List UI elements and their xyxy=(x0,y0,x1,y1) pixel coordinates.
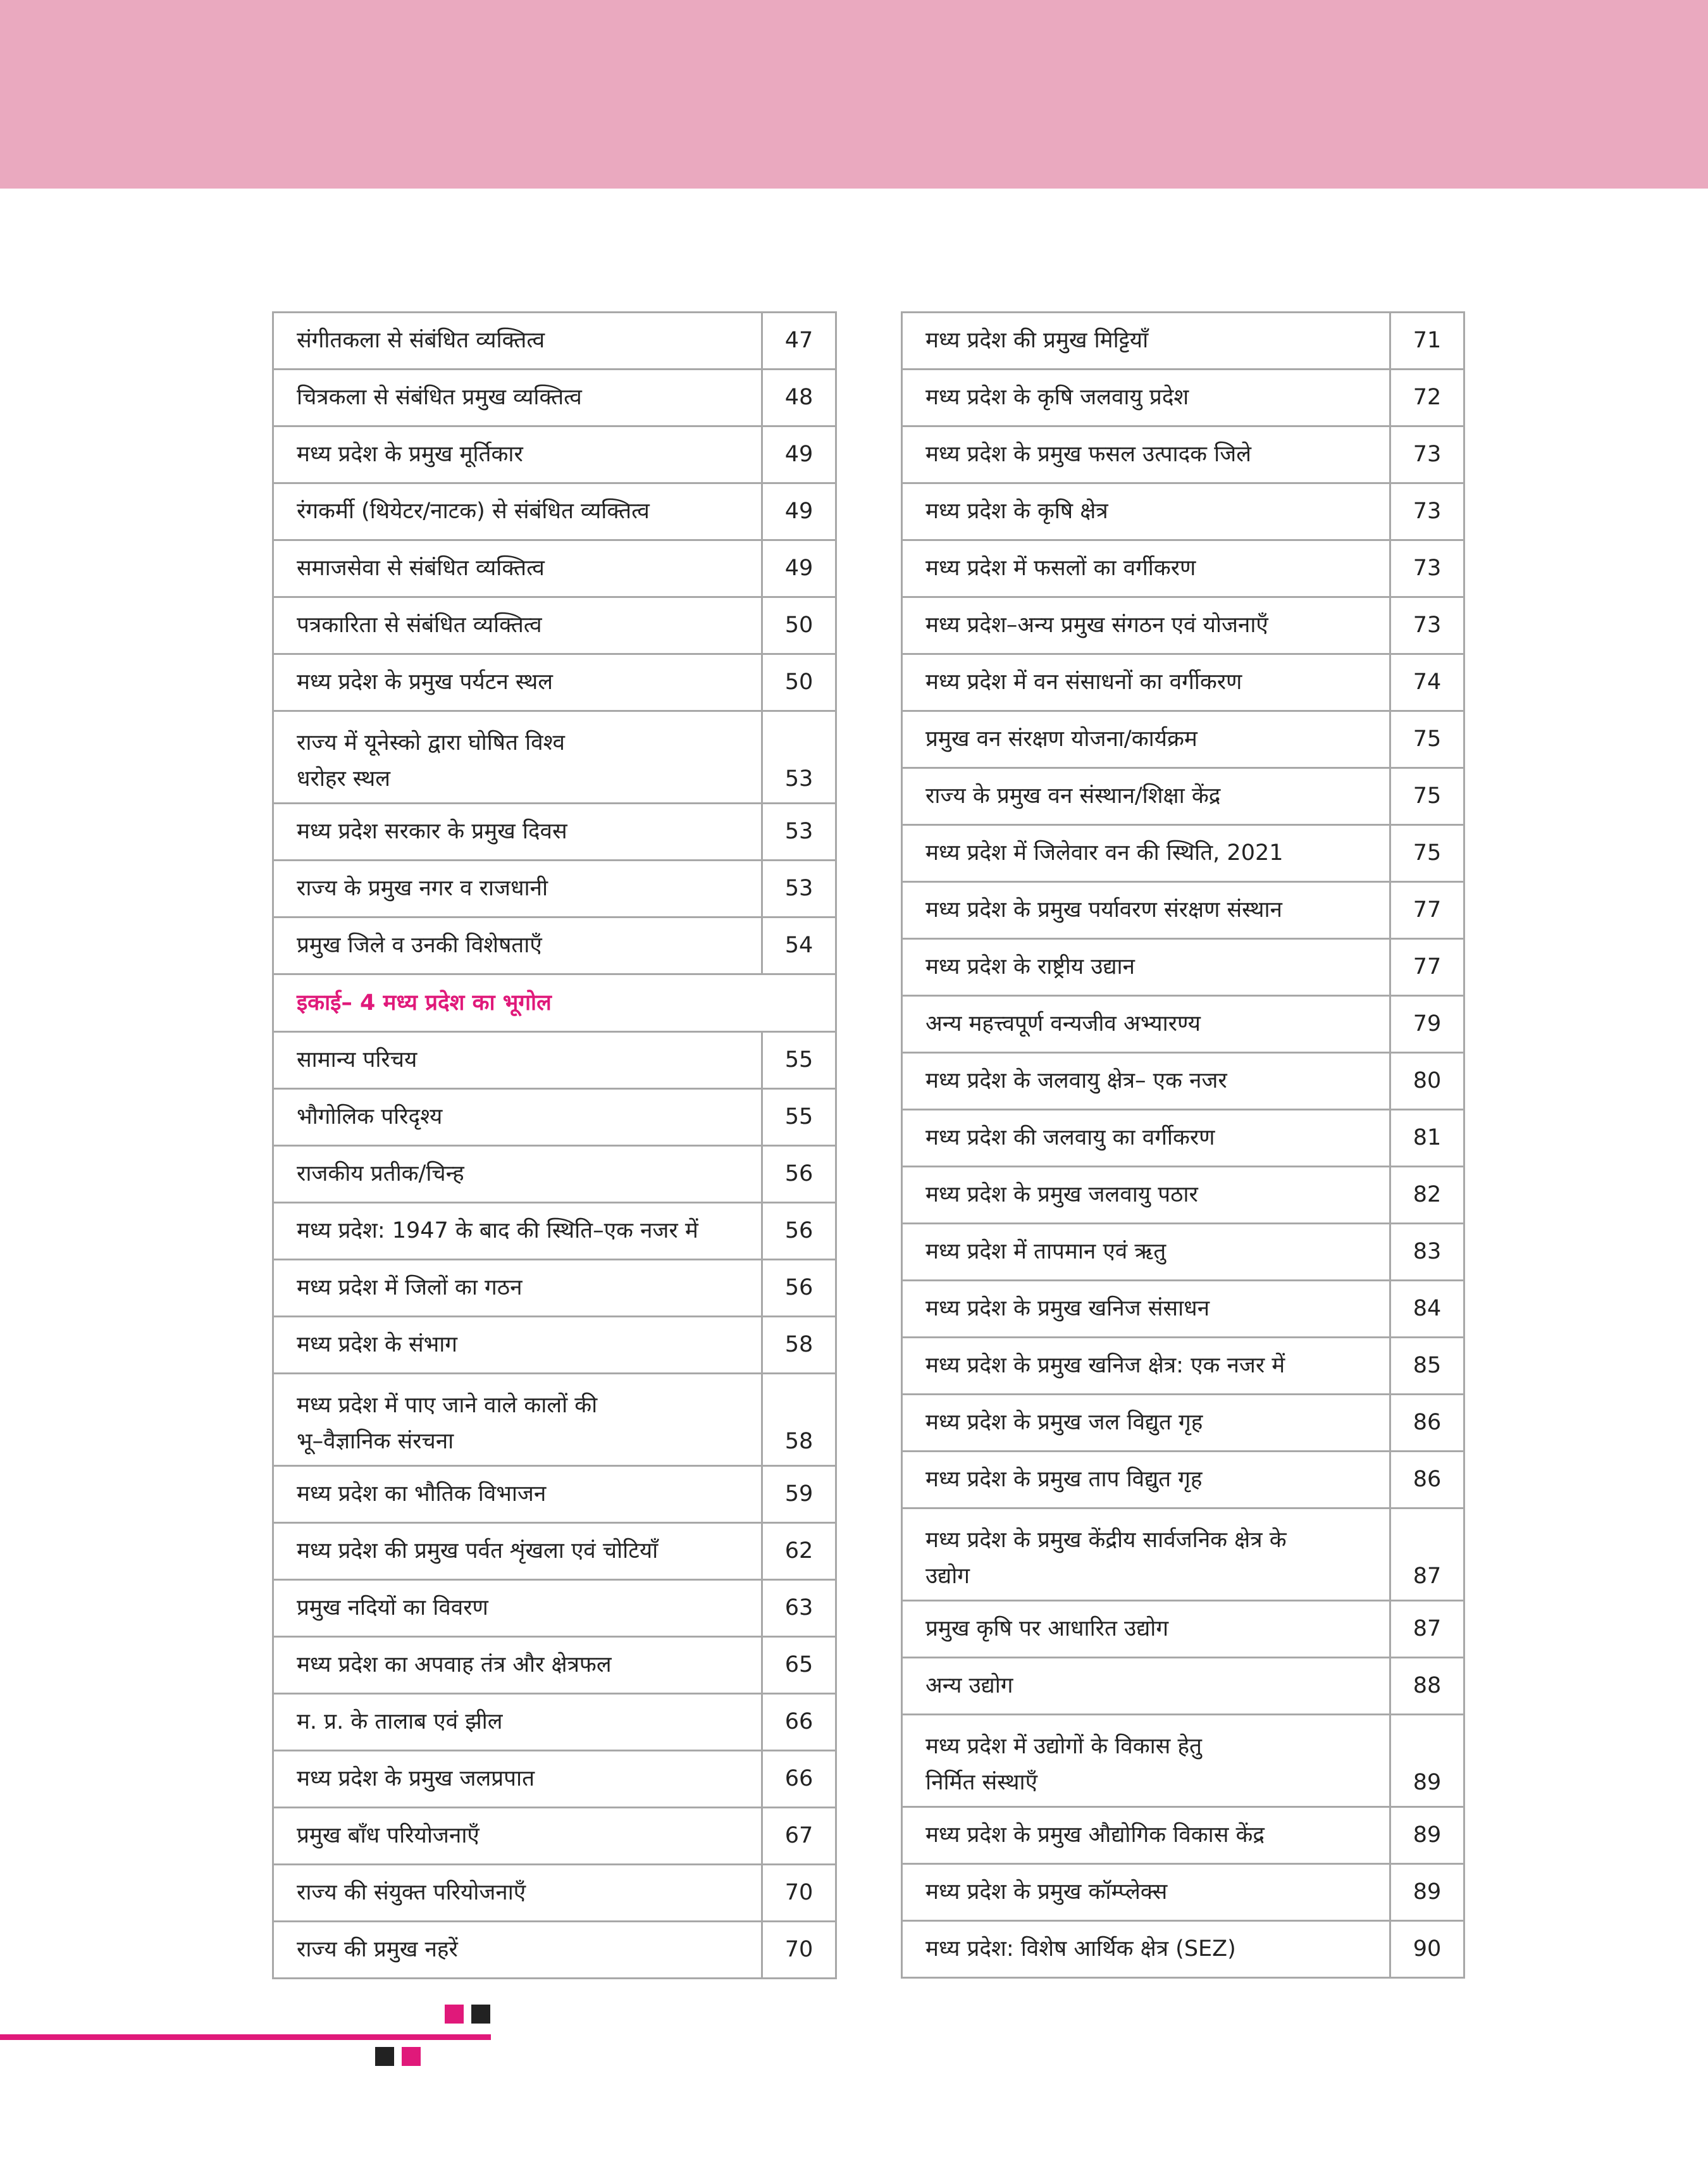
toc-entry-page-number: 67 xyxy=(762,1808,836,1865)
toc-entry-page-number: 82 xyxy=(1390,1167,1464,1224)
toc-entry-page-number: 56 xyxy=(762,1203,836,1260)
toc-entry-title-line: चित्रकला से संबंधित प्रमुख व्यक्तित्व xyxy=(297,385,582,410)
toc-row xyxy=(902,825,1464,882)
toc-row xyxy=(273,1203,836,1260)
toc-entry-title xyxy=(902,597,1390,654)
toc-entry-title xyxy=(273,1865,762,1922)
toc-entry-page-number: 75 xyxy=(1390,768,1464,825)
toc-entry-page-number: 89 xyxy=(1390,1807,1464,1864)
toc-row xyxy=(902,1053,1464,1110)
toc-row xyxy=(902,1921,1464,1978)
toc-entry-title xyxy=(273,861,762,917)
toc-entry-title xyxy=(902,711,1390,768)
toc-entry-title-line: मध्य प्रदेश की प्रमुख मिट्टियाँ xyxy=(925,328,1149,353)
toc-row xyxy=(902,1338,1464,1395)
toc-entry-title xyxy=(273,1751,762,1808)
toc-entry-page-number: 48 xyxy=(762,370,836,426)
toc-right-column xyxy=(901,311,1465,1979)
toc-row xyxy=(902,540,1464,597)
toc-entry-title-line: मध्य प्रदेश में उद्योगों के विकास हेतु xyxy=(925,1734,1202,1759)
toc-entry-page-number: 73 xyxy=(1390,426,1464,483)
toc-entry-page-number: 49 xyxy=(762,540,836,597)
toc-entry-page-number: 81 xyxy=(1390,1110,1464,1167)
toc-entry-page-number: 77 xyxy=(1390,939,1464,996)
toc-entry-title xyxy=(902,313,1390,370)
toc-row xyxy=(273,1751,836,1808)
toc-entry-page-number: 89 xyxy=(1390,1715,1464,1807)
toc-row xyxy=(273,1865,836,1922)
toc-entry-title-line: मध्य प्रदेश के कृषि क्षेत्र xyxy=(925,499,1108,524)
toc-entry-title-line: मध्य प्रदेश के जलवायु क्षेत्र– एक नजर xyxy=(925,1068,1227,1093)
toc-entry-page-number: 66 xyxy=(762,1751,836,1808)
toc-row xyxy=(902,1167,1464,1224)
toc-entry-title-line: प्रमुख नदियों का विवरण xyxy=(297,1595,488,1620)
toc-row xyxy=(273,711,836,804)
toc-entry-page-number: 50 xyxy=(762,654,836,711)
toc-entry-title-line: मध्य प्रदेश: विशेष आर्थिक क्षेत्र (SEZ) xyxy=(925,1936,1236,1962)
toc-entry-title-line: संगीतकला से संबंधित व्यक्तित्व xyxy=(297,328,545,353)
toc-row xyxy=(273,483,836,540)
header-band xyxy=(0,0,1708,189)
toc-row xyxy=(902,313,1464,370)
toc-row xyxy=(902,1508,1464,1601)
toc-entry-title-line: धरोहर स्थल xyxy=(297,766,390,792)
toc-entry-title-line: राज्य के प्रमुख नगर व राजधानी xyxy=(297,876,548,901)
toc-entry-title-line: राज्य के प्रमुख वन संस्थान/शिक्षा केंद्र xyxy=(925,783,1221,809)
toc-entry-title xyxy=(273,917,762,974)
toc-entry-title xyxy=(902,825,1390,882)
toc-entry-title xyxy=(273,804,762,861)
toc-entry-title xyxy=(273,313,762,370)
toc-entry-title-line: मध्य प्रदेश के प्रमुख खनिज क्षेत्र: एक नजर में xyxy=(925,1353,1285,1378)
toc-entry-title xyxy=(273,1694,762,1751)
toc-entry-title xyxy=(902,1110,1390,1167)
toc-row xyxy=(902,1110,1464,1167)
toc-entry-title xyxy=(902,1864,1390,1921)
toc-row xyxy=(273,540,836,597)
toc-entry-page-number: 86 xyxy=(1390,1452,1464,1508)
footer-accent-line xyxy=(0,2034,491,2040)
toc-row xyxy=(902,1281,1464,1338)
toc-entry-title-line: मध्य प्रदेश में पाए जाने वाले कालों की xyxy=(297,1393,598,1418)
toc-entry-title xyxy=(902,996,1390,1053)
toc-entry-title-line: मध्य प्रदेश के प्रमुख पर्यावरण संरक्षण संस्थान xyxy=(925,897,1282,923)
toc-row xyxy=(273,597,836,654)
toc-entry-page-number: 72 xyxy=(1390,370,1464,426)
toc-row xyxy=(273,1922,836,1979)
toc-entry-page-number: 47 xyxy=(762,313,836,370)
toc-entry-page-number: 80 xyxy=(1390,1053,1464,1110)
footer-square-dark-top xyxy=(471,2005,490,2024)
toc-entry-page-number: 54 xyxy=(762,917,836,974)
toc-entry-title xyxy=(902,882,1390,939)
toc-row xyxy=(273,426,836,483)
toc-entry-title xyxy=(273,1146,762,1203)
toc-entry-title-line: मध्य प्रदेश के प्रमुख मूर्तिकार xyxy=(297,442,523,467)
toc-entry-page-number: 50 xyxy=(762,597,836,654)
toc-row xyxy=(902,882,1464,939)
toc-entry-page-number: 74 xyxy=(1390,654,1464,711)
toc-row xyxy=(902,426,1464,483)
toc-entry-page-number: 71 xyxy=(1390,313,1464,370)
toc-entry-title xyxy=(273,370,762,426)
toc-entry-page-number: 89 xyxy=(1390,1864,1464,1921)
toc-row xyxy=(902,1452,1464,1508)
toc-entry-page-number: 73 xyxy=(1390,597,1464,654)
toc-row xyxy=(273,1580,836,1637)
toc-entry-title xyxy=(273,540,762,597)
toc-row xyxy=(902,768,1464,825)
toc-entry-title xyxy=(902,1167,1390,1224)
toc-entry-title xyxy=(902,1281,1390,1338)
toc-entry-page-number: 62 xyxy=(762,1523,836,1580)
toc-entry-title xyxy=(273,1523,762,1580)
toc-entry-title xyxy=(902,654,1390,711)
toc-entry-page-number: 86 xyxy=(1390,1395,1464,1452)
toc-row xyxy=(273,917,836,974)
toc-entry-title xyxy=(273,1922,762,1979)
toc-entry-title-line: निर्मित संस्थाएँ xyxy=(925,1770,1037,1795)
toc-row xyxy=(273,1032,836,1089)
toc-entry-page-number: 58 xyxy=(762,1317,836,1374)
toc-entry-title-line: मध्य प्रदेश के प्रमुख जल विद्युत गृह xyxy=(925,1410,1203,1435)
footer-square-dark-bottom xyxy=(375,2047,394,2066)
toc-entry-title xyxy=(273,1580,762,1637)
toc-entry-title-line: मध्य प्रदेश के राष्ट्रीय उद्यान xyxy=(925,954,1135,980)
toc-entry-title-line: रंगकर्मी (थियेटर/नाटक) से संबंधित व्यक्तित्व xyxy=(297,499,650,524)
toc-left-column xyxy=(272,311,837,1979)
toc-entry-title xyxy=(273,711,762,804)
toc-entry-title xyxy=(902,768,1390,825)
footer-square-pink-top xyxy=(445,2005,464,2024)
toc-entry-title-line: मध्य प्रदेश के प्रमुख कॉम्प्लेक्स xyxy=(925,1879,1168,1905)
toc-entry-page-number: 65 xyxy=(762,1637,836,1694)
toc-entry-title-line: मध्य प्रदेश के प्रमुख केंद्रीय सार्वजनिक क्षेत्र के xyxy=(925,1527,1287,1553)
toc-table-right xyxy=(901,311,1465,1979)
toc-row xyxy=(902,1715,1464,1807)
toc-entry-title xyxy=(273,1032,762,1089)
toc-entry-title-line: मध्य प्रदेश की जलवायु का वर्गीकरण xyxy=(925,1125,1215,1150)
toc-row xyxy=(273,313,836,370)
toc-entry-title-line: उद्योग xyxy=(925,1564,970,1589)
toc-entry-page-number: 79 xyxy=(1390,996,1464,1053)
toc-row xyxy=(902,1601,1464,1658)
toc-entry-page-number: 88 xyxy=(1390,1658,1464,1715)
toc-entry-title-line: भू–वैज्ञानिक संरचना xyxy=(297,1429,454,1454)
toc-row xyxy=(273,804,836,861)
toc-row xyxy=(273,1694,836,1751)
toc-entry-title-line: मध्य प्रदेश में वन संसाधनों का वर्गीकरण xyxy=(925,669,1242,695)
toc-entry-page-number: 87 xyxy=(1390,1508,1464,1601)
toc-entry-title-line: राज्य की संयुक्त परियोजनाएँ xyxy=(297,1880,526,1905)
toc-entry-page-number: 84 xyxy=(1390,1281,1464,1338)
toc-row xyxy=(902,996,1464,1053)
toc-entry-title-line: पत्रकारिता से संबंधित व्यक्तित्व xyxy=(297,613,542,638)
toc-entry-title xyxy=(902,939,1390,996)
toc-entry-title-line: प्रमुख जिले व उनकी विशेषताएँ xyxy=(297,933,542,958)
toc-section-heading xyxy=(273,974,836,1032)
toc-entry-page-number: 53 xyxy=(762,711,836,804)
toc-row xyxy=(902,1658,1464,1715)
section-title: इकाई– 4 मध्य प्रदेश का भूगोल xyxy=(273,974,836,1032)
toc-entry-title xyxy=(902,1601,1390,1658)
toc-entry-title-line: समाजसेवा से संबंधित व्यक्तित्व xyxy=(297,556,545,581)
toc-entry-title xyxy=(273,1317,762,1374)
toc-entry-title xyxy=(902,1508,1390,1601)
toc-entry-page-number: 55 xyxy=(762,1089,836,1146)
toc-entry-title xyxy=(273,1089,762,1146)
toc-entry-title xyxy=(902,1658,1390,1715)
toc-entry-title xyxy=(902,1715,1390,1807)
toc-entry-title xyxy=(902,426,1390,483)
toc-row xyxy=(902,939,1464,996)
toc-table-left xyxy=(272,311,837,1979)
toc-entry-title xyxy=(902,1338,1390,1395)
toc-entry-title xyxy=(273,1808,762,1865)
toc-row xyxy=(902,483,1464,540)
toc-entry-title xyxy=(902,1224,1390,1281)
toc-entry-title-line: मध्य प्रदेश के संभाग xyxy=(297,1332,457,1357)
toc-row xyxy=(902,597,1464,654)
toc-row xyxy=(273,1808,836,1865)
toc-entry-title-line: मध्य प्रदेश में जिलेवार वन की स्थिति, 2021 xyxy=(925,840,1284,866)
toc-entry-title xyxy=(273,1260,762,1317)
toc-entry-page-number: 49 xyxy=(762,483,836,540)
toc-entry-title-line: मध्य प्रदेश के प्रमुख ताप विद्युत गृह xyxy=(925,1467,1203,1492)
toc-entry-page-number: 73 xyxy=(1390,483,1464,540)
toc-entry-page-number: 73 xyxy=(1390,540,1464,597)
toc-entry-title-line: मध्य प्रदेश के प्रमुख पर्यटन स्थल xyxy=(297,669,553,695)
toc-row xyxy=(902,370,1464,426)
toc-entry-title xyxy=(902,1452,1390,1508)
toc-row xyxy=(273,1374,836,1466)
toc-entry-title-line: मध्य प्रदेश–अन्य प्रमुख संगठन एवं योजनाएँ xyxy=(925,613,1268,638)
toc-entry-page-number: 55 xyxy=(762,1032,836,1089)
toc-entry-title-line: मध्य प्रदेश के प्रमुख खनिज संसाधन xyxy=(925,1296,1210,1321)
toc-entry-page-number: 83 xyxy=(1390,1224,1464,1281)
toc-row xyxy=(902,1224,1464,1281)
toc-entry-title-line: राज्य में यूनेस्को द्वारा घोषित विश्व xyxy=(297,730,565,756)
toc-row xyxy=(902,654,1464,711)
toc-entry-title-line: सामान्य परिचय xyxy=(297,1047,418,1073)
toc-entry-title-line: राजकीय प्रतीक/चिन्ह xyxy=(297,1161,464,1186)
toc-entry-title xyxy=(273,426,762,483)
toc-entry-title-line: म. प्र. के तालाब एवं झील xyxy=(297,1709,503,1734)
toc-entry-title-line: मध्य प्रदेश में तापमान एवं ऋतु xyxy=(925,1239,1167,1264)
toc-entry-title-line: मध्य प्रदेश के कृषि जलवायु प्रदेश xyxy=(925,385,1189,410)
footer-square-pink-bottom xyxy=(402,2047,421,2066)
toc-entry-title xyxy=(902,1395,1390,1452)
toc-entry-page-number: 53 xyxy=(762,861,836,917)
toc-row xyxy=(273,1146,836,1203)
toc-entry-title xyxy=(273,1203,762,1260)
toc-entry-page-number: 75 xyxy=(1390,825,1464,882)
toc-entry-title-line: मध्य प्रदेश में जिलों का गठन xyxy=(297,1275,523,1300)
toc-entry-page-number: 85 xyxy=(1390,1338,1464,1395)
toc-entry-page-number: 70 xyxy=(762,1865,836,1922)
toc-entry-page-number: 49 xyxy=(762,426,836,483)
toc-entry-title xyxy=(273,1374,762,1466)
toc-entry-title-line: मध्य प्रदेश के प्रमुख जलप्रपात xyxy=(297,1766,535,1791)
toc-row xyxy=(273,370,836,426)
toc-row xyxy=(273,654,836,711)
toc-entry-title xyxy=(902,370,1390,426)
toc-entry-page-number: 56 xyxy=(762,1146,836,1203)
toc-entry-title-line: मध्य प्रदेश का भौतिक विभाजन xyxy=(297,1481,547,1507)
toc-entry-title-line: मध्य प्रदेश के प्रमुख फसल उत्पादक जिले xyxy=(925,442,1251,467)
toc-entry-title-line: मध्य प्रदेश के प्रमुख औद्योगिक विकास केंद्र xyxy=(925,1822,1265,1848)
toc-entry-title-line: प्रमुख कृषि पर आधारित उद्योग xyxy=(925,1616,1169,1641)
toc-row xyxy=(273,1317,836,1374)
toc-entry-title-line: प्रमुख वन संरक्षण योजना/कार्यक्रम xyxy=(925,726,1197,752)
toc-entry-title-line: अन्य उद्योग xyxy=(925,1673,1013,1698)
toc-entry-title xyxy=(273,597,762,654)
toc-entry-page-number: 70 xyxy=(762,1922,836,1979)
toc-row xyxy=(273,1637,836,1694)
toc-entry-title-line: मध्य प्रदेश में फसलों का वर्गीकरण xyxy=(925,556,1196,581)
toc-entry-title-line: मध्य प्रदेश के प्रमुख जलवायु पठार xyxy=(925,1182,1198,1207)
toc-entry-title xyxy=(902,1807,1390,1864)
toc-entry-title-line: प्रमुख बाँध परियोजनाएँ xyxy=(297,1823,480,1848)
toc-entry-page-number: 77 xyxy=(1390,882,1464,939)
toc-entry-title xyxy=(273,1637,762,1694)
toc-entry-page-number: 59 xyxy=(762,1466,836,1523)
toc-row xyxy=(273,1523,836,1580)
toc-entry-title xyxy=(273,1466,762,1523)
toc-entry-page-number: 66 xyxy=(762,1694,836,1751)
toc-entry-title xyxy=(273,483,762,540)
toc-row xyxy=(902,1807,1464,1864)
toc-entry-title-line: मध्य प्रदेश का अपवाह तंत्र और क्षेत्रफल xyxy=(297,1652,612,1677)
toc-row xyxy=(902,1864,1464,1921)
toc-entry-page-number: 58 xyxy=(762,1374,836,1466)
toc-entry-page-number: 90 xyxy=(1390,1921,1464,1978)
toc-entry-title-line: भौगोलिक परिदृश्य xyxy=(297,1104,443,1129)
toc-row xyxy=(902,711,1464,768)
toc-entry-title-line: मध्य प्रदेश की प्रमुख पर्वत शृंखला एवं चोटियाँ xyxy=(297,1538,659,1564)
toc-entry-page-number: 56 xyxy=(762,1260,836,1317)
toc-entry-page-number: 53 xyxy=(762,804,836,861)
toc-entry-title xyxy=(273,654,762,711)
toc-entry-page-number: 63 xyxy=(762,1580,836,1637)
toc-entry-title xyxy=(902,1053,1390,1110)
toc-row xyxy=(273,861,836,917)
toc-row xyxy=(273,1260,836,1317)
toc-row xyxy=(273,1466,836,1523)
toc-row xyxy=(902,1395,1464,1452)
toc-entry-title-line: मध्य प्रदेश: 1947 के बाद की स्थिति–एक नजर में xyxy=(297,1218,698,1243)
toc-entry-title-line: अन्य महत्त्वपूर्ण वन्यजीव अभ्यारण्य xyxy=(925,1011,1201,1036)
toc-row xyxy=(273,1089,836,1146)
toc-entry-title xyxy=(902,540,1390,597)
toc-entry-title xyxy=(902,1921,1390,1978)
toc-entry-title xyxy=(902,483,1390,540)
toc-entry-title-line: मध्य प्रदेश सरकार के प्रमुख दिवस xyxy=(297,819,567,844)
toc-entry-title-line: राज्य की प्रमुख नहरें xyxy=(297,1937,458,1962)
toc-entry-page-number: 87 xyxy=(1390,1601,1464,1658)
toc-entry-page-number: 75 xyxy=(1390,711,1464,768)
